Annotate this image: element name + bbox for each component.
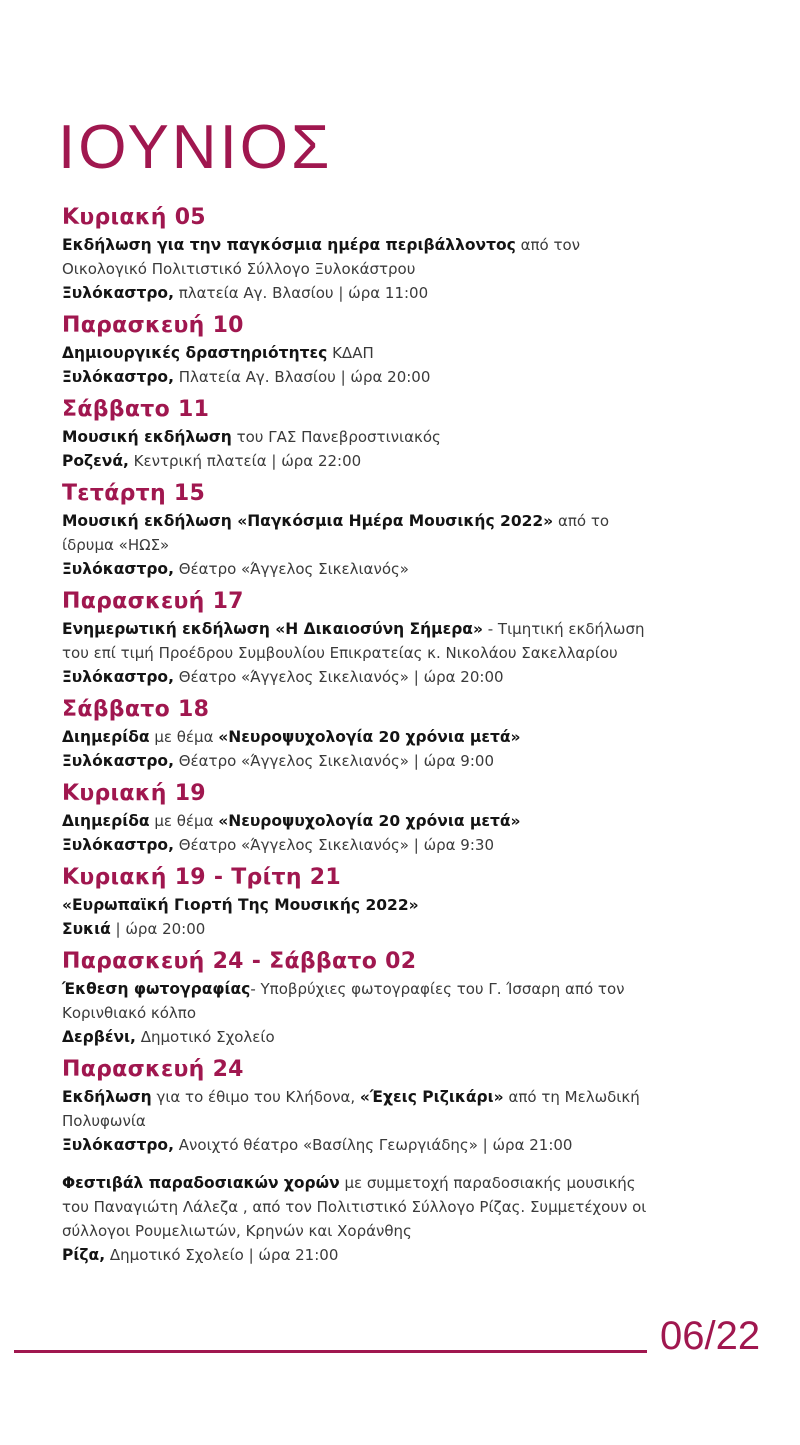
- event-line: [62, 1195, 762, 1219]
- event-line: [62, 533, 762, 557]
- event-text-bold: Έκθεση φωτογραφίας: [62, 980, 251, 998]
- event-text-bold: Εκδήλωση: [62, 1088, 152, 1106]
- event-item: [62, 311, 762, 389]
- event-date: Παρασκευή 10: [62, 313, 244, 338]
- event-text: από το: [553, 512, 610, 530]
- event-text: για το έθιμο του Κλήδονα,: [151, 1088, 360, 1106]
- event-text: Οικολογικό Πολιτιστικό Σύλλογο Ξυλοκάστρου: [62, 260, 416, 278]
- event-date: Κυριακή 05: [62, 205, 206, 230]
- event-text: ίδρυμα «ΗΩΣ»: [62, 536, 170, 554]
- event-text-bold: Διημερίδα: [62, 728, 150, 746]
- event-line: [62, 449, 762, 473]
- event-line: [62, 365, 762, 389]
- event-line: [62, 641, 762, 665]
- event-line: [62, 893, 762, 917]
- event-text: Θέατρο «Άγγελος Σικελιανός» | ώρα 9:30: [173, 836, 494, 854]
- event-line: [62, 233, 762, 257]
- event-date: Σάββατο 18: [62, 697, 210, 722]
- event-line: [62, 1085, 762, 1109]
- event-text-bold: Ξυλόκαστρο,: [62, 560, 174, 578]
- event-line: [62, 1133, 762, 1157]
- event-line: [62, 1243, 762, 1267]
- event-line: [62, 1219, 762, 1243]
- event-text-bold: Δημιουργικές δραστηριότητες: [62, 344, 328, 362]
- event-text-bold: Ξυλόκαστρο,: [62, 668, 174, 686]
- event-item: [62, 1055, 762, 1157]
- event-text: Θέατρο «Άγγελος Σικελιανός»: [173, 560, 409, 578]
- event-line: [62, 1025, 762, 1049]
- event-text: - Υποβρύχιες φωτογραφίες του Γ. Ίσσαρη από τον: [250, 980, 625, 998]
- event-line: [62, 281, 762, 305]
- event-text-bold: Δερβένι,: [62, 1028, 136, 1046]
- event-text: Κεντρική πλατεία | ώρα 22:00: [128, 452, 362, 470]
- event-text: Θέατρο «Άγγελος Σικελιανός» | ώρα 20:00: [173, 668, 504, 686]
- event-text: Πολυφωνία: [62, 1112, 146, 1130]
- event-line: [62, 977, 762, 1001]
- event-text-bold: Ροζενά,: [62, 452, 129, 470]
- event-item: [62, 587, 762, 689]
- event-text: Πλατεία Αγ. Βλασίου | ώρα 20:00: [173, 368, 431, 386]
- event-text: - Τιμητική εκδήλωση: [482, 620, 645, 638]
- event-text: με θέμα: [149, 728, 219, 746]
- event-line: [62, 1109, 762, 1133]
- event-text: από τον: [515, 236, 581, 254]
- event-text: από τη Μελωδική: [503, 1088, 640, 1106]
- event-text: σύλλογοι Ρουμελιωτών, Κρηνών και Χοράνθης: [62, 1222, 412, 1240]
- footer-rule: [14, 1350, 647, 1353]
- event-line: [62, 257, 762, 281]
- event-line: [62, 725, 762, 749]
- event-line: [62, 809, 762, 833]
- event-line: [62, 425, 762, 449]
- event-line: [62, 617, 762, 641]
- event-date: Κυριακή 19: [62, 781, 206, 806]
- event-text: με συμμετοχή παραδοσιακής μουσικής: [339, 1174, 636, 1192]
- event-text-bold: Μουσική εκδήλωση: [62, 428, 232, 446]
- event-item: [62, 947, 762, 1049]
- event-line: [62, 665, 762, 689]
- event-line: [62, 509, 762, 533]
- event-date: Κυριακή 19 - Τρίτη 21: [62, 865, 341, 890]
- event-text: Ανοιχτό θέατρο «Βασίλης Γεωργιάδης» | ώρα 21:00: [173, 1136, 573, 1154]
- event-line: [62, 1001, 762, 1025]
- event-text-bold: «Νευροψυχολογία 20 χρόνια μετά»: [218, 812, 521, 830]
- event-text-bold: Φεστιβάλ παραδοσιακών χορών: [62, 1174, 340, 1192]
- event-text-bold: Ενημερωτική εκδήλωση «Η Δικαιοσύνη Σήμερα»: [62, 620, 483, 638]
- page-title: ΙΟΥΝΙΟΣ: [58, 113, 333, 182]
- event-text-bold: Εκδήλωση για την παγκόσμια ημέρα περιβάλλοντος: [62, 236, 516, 254]
- event-item: [62, 863, 762, 941]
- event-line: [62, 557, 762, 581]
- event-list: [62, 203, 762, 1273]
- event-item: [62, 203, 762, 305]
- event-date: Σάββατο 11: [62, 397, 210, 422]
- event-text: Δημοτικό Σχολείο: [135, 1028, 275, 1046]
- event-text-bold: «Έχεις Ριζικάρι»: [359, 1088, 504, 1106]
- event-line: [62, 749, 762, 773]
- event-text-bold: Συκιά: [62, 920, 111, 938]
- event-text-bold: Ξυλόκαστρο,: [62, 284, 174, 302]
- event-line: [62, 341, 762, 365]
- event-text: Δημοτικό Σχολείο | ώρα 21:00: [105, 1246, 339, 1264]
- page-number: 06/22: [660, 1314, 761, 1358]
- event-text: με θέμα: [149, 812, 219, 830]
- event-text: Κορινθιακό κόλπο: [62, 1004, 197, 1022]
- event-item: [62, 395, 762, 473]
- event-text-bold: «Νευροψυχολογία 20 χρόνια μετά»: [218, 728, 521, 746]
- event-text-bold: Ξυλόκαστρο,: [62, 1136, 174, 1154]
- event-text: του επί τιμή Προέδρου Συμβουλίου Επικρατείας κ. Νικολάου Σακελλαρίου: [62, 644, 618, 662]
- event-text-bold: Ξυλόκαστρο,: [62, 752, 174, 770]
- event-line: [62, 833, 762, 857]
- event-text-bold: «Ευρωπαϊκή Γιορτή Της Μουσικής 2022»: [62, 896, 419, 914]
- event-date: Παρασκευή 24 - Σάββατο 02: [62, 949, 417, 974]
- event-text-bold: Ρίζα,: [62, 1246, 106, 1264]
- event-text-bold: Διημερίδα: [62, 812, 150, 830]
- event-item: [62, 479, 762, 581]
- event-line: [62, 917, 762, 941]
- event-date: Παρασκευή 24: [62, 1057, 244, 1082]
- event-item: [62, 779, 762, 857]
- event-item: [62, 695, 762, 773]
- event-text: | ώρα 20:00: [110, 920, 206, 938]
- event-text-bold: Ξυλόκαστρο,: [62, 368, 174, 386]
- event-text-bold: Ξυλόκαστρο,: [62, 836, 174, 854]
- event-text-bold: Μουσική εκδήλωση «Παγκόσμια Ημέρα Μουσικής 2022»: [62, 512, 554, 530]
- event-text: του Παναγιώτη Λάλεζα , από τον Πολιτιστικό Σύλλογο Ρίζας. Συμμετέχουν οι: [62, 1198, 647, 1216]
- event-line: [62, 1171, 762, 1195]
- event-text: ΚΔΑΠ: [327, 344, 374, 362]
- event-item: [62, 1171, 762, 1267]
- event-date: Τετάρτη 15: [62, 481, 206, 506]
- event-text: Θέατρο «Άγγελος Σικελιανός» | ώρα 9:00: [173, 752, 494, 770]
- event-text: του ΓΑΣ Πανεβροστινιακός: [231, 428, 441, 446]
- event-date: Παρασκευή 17: [62, 589, 244, 614]
- event-text: πλατεία Αγ. Βλασίου | ώρα 11:00: [173, 284, 429, 302]
